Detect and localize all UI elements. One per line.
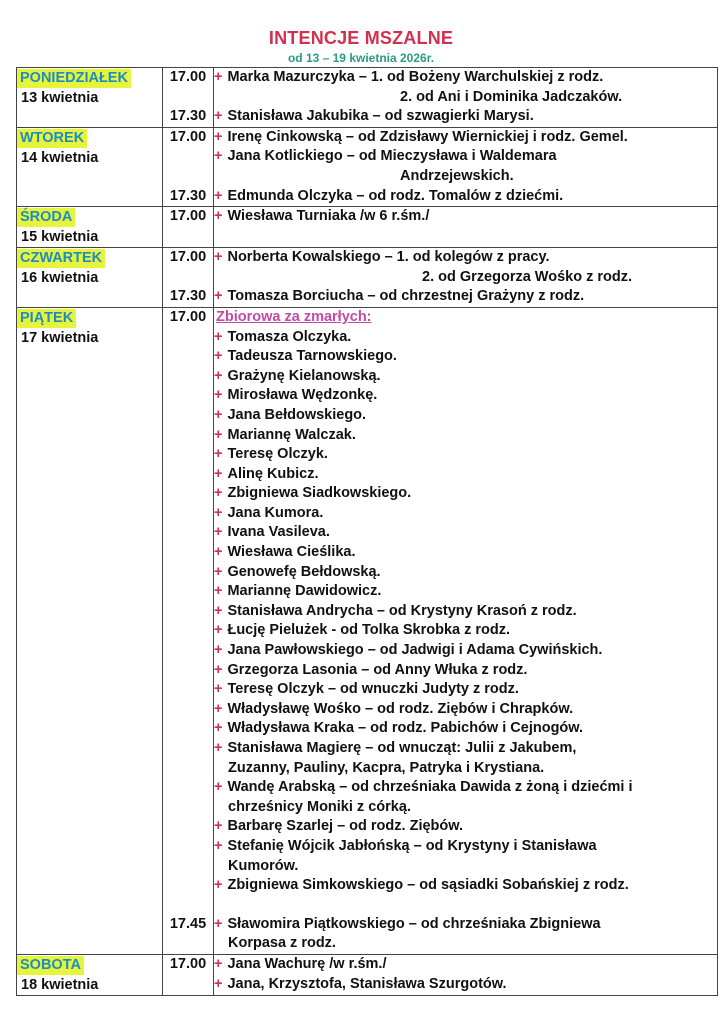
list-item (214, 641, 717, 661)
intentions-cell (214, 954, 718, 995)
day-cell (17, 954, 163, 995)
cross-icon: + (214, 583, 223, 600)
cross-icon: + (214, 288, 223, 305)
list-item (214, 661, 717, 681)
cross-icon: + (214, 426, 223, 443)
day-row-saturday (17, 954, 718, 995)
cross-icon: + (214, 485, 223, 502)
list-item (214, 543, 717, 563)
intentions-cell (214, 207, 718, 248)
list-item (214, 857, 717, 877)
intention-text: Ivana Vasileva. (227, 524, 330, 541)
day-date: 13 kwietnia (21, 90, 99, 106)
intention-text: Teresę Olczyk – od wnuczki Judyty z rodz. (227, 681, 519, 698)
intention-text: Wiesława Cieślika. (227, 544, 356, 561)
intention-text: Andrzejewskich. (400, 167, 514, 184)
intention-text: Edmunda Olczyka – od rodz. Tomalów z dziećmi. (227, 187, 564, 204)
intention-text: Sławomira Piątkowskiego – od chrześniaka Zbigniewa (227, 915, 601, 932)
cross-icon: + (214, 955, 223, 972)
mass-time: 17.00 (169, 249, 207, 266)
intention-text: Barbarę Szarlej – od rodz. Ziębów. (227, 818, 464, 835)
cross-icon: + (214, 328, 223, 345)
intention-text: chrześnicy Moniki z córką. (228, 798, 411, 815)
cross-icon: + (214, 700, 223, 717)
cross-icon: + (214, 661, 223, 678)
intention-text: Tadeusza Tarnowskiego. (227, 348, 397, 365)
cross-icon: + (214, 249, 223, 266)
cross-icon: + (214, 544, 223, 561)
intention-text: Jana, Krzysztofa, Stanisława Szurgotów. (227, 975, 507, 992)
intention-text: Mirosława Wędzonkę. (227, 387, 378, 404)
cross-icon: + (214, 504, 223, 521)
time-cell (163, 954, 214, 995)
intention-text: Stanisława Jakubika – od szwagierki Marysi. (227, 108, 534, 125)
cross-icon: + (214, 406, 223, 423)
intention-text: Zbigniewa Siadkowskiego. (227, 485, 412, 502)
intentions-cell (214, 248, 718, 308)
intention-text: Grzegorza Lasonia – od Anny Włuka z rodz. (227, 661, 528, 678)
list-item (214, 563, 717, 583)
cross-icon: + (214, 818, 223, 835)
cross-icon: + (214, 108, 223, 125)
cross-icon: + (214, 387, 223, 404)
day-name: PONIEDZIAŁEK (17, 69, 131, 88)
mass-time: 17.00 (169, 208, 207, 225)
collective-heading: Zbiorowa za zmarłych: (216, 308, 372, 325)
cross-icon: + (214, 602, 223, 619)
intention-text: Mariannę Dawidowicz. (227, 583, 382, 600)
intention-text: Alinę Kubicz. (227, 465, 319, 482)
cross-icon: + (214, 465, 223, 482)
intention-text: Stanisława Magierę – od wnucząt: Julii z Jakubem, (227, 740, 577, 756)
mass-time: 17.00 (169, 128, 207, 145)
intention-text: Grażynę Kielanowską. (227, 367, 381, 384)
intentions-cell (214, 127, 718, 206)
intention-text: Stefanię Wójcik Jabłońską – od Krystyny i Stanisława (227, 837, 597, 854)
cross-icon: + (214, 524, 223, 541)
list-item (214, 719, 717, 739)
day-row-monday (17, 68, 718, 128)
intention-text: Jana Kumora. (227, 504, 324, 521)
cross-icon: + (214, 446, 223, 463)
day-name: CZWARTEK (17, 249, 105, 268)
cross-icon: + (214, 877, 223, 894)
cross-icon: + (214, 642, 223, 659)
mass-time: 17.00 (169, 69, 207, 85)
cross-icon: + (214, 187, 223, 204)
cross-icon: + (214, 779, 223, 796)
mass-time: 17.00 (169, 308, 207, 325)
list-item (214, 484, 717, 504)
day-date: 16 kwietnia (21, 270, 99, 287)
cross-icon: + (214, 128, 223, 145)
cross-icon: + (214, 915, 223, 932)
list-item (214, 386, 717, 406)
page-title: INTENCJE MSZALNE (268, 28, 454, 48)
day-date: 14 kwietnia (21, 149, 99, 166)
list-item (214, 426, 717, 446)
intention-text: Jana Wachurę /w r.śm./ (227, 955, 387, 972)
cross-icon: + (214, 563, 223, 580)
cross-icon: + (214, 367, 223, 384)
intention-text: Korpasa z rodz. (228, 935, 336, 952)
mass-time: 17.30 (169, 108, 207, 125)
mass-time: 17.30 (169, 288, 207, 305)
list-item (214, 798, 717, 818)
intention-text: Władysławę Wośko – od rodz. Ziębów i Chrapków. (227, 700, 574, 717)
list-item (214, 837, 717, 857)
day-name: WTOREK (17, 129, 87, 148)
intention-text: Stanisława Andrycha – od Krystyny Krasoń z rodz. (227, 602, 577, 619)
list-item (214, 700, 717, 720)
time-cell (163, 127, 214, 206)
day-name: ŚRODA (17, 208, 75, 227)
list-item (214, 523, 717, 543)
intention-text: Władysława Kraka – od rodz. Pabichów i Cejnogów. (227, 720, 584, 737)
list-item (214, 367, 717, 387)
intention-text: 2. od Ani i Dominika Jadczaków. (400, 88, 623, 105)
mass-time: 17.00 (169, 955, 207, 972)
cross-icon: + (214, 681, 223, 698)
time-cell (163, 248, 214, 308)
list-item (214, 582, 717, 602)
time-cell (163, 68, 214, 128)
list-item (214, 465, 717, 485)
day-date: 15 kwietnia (21, 229, 99, 246)
intention-text: Jana Pawłowskiego – od Jadwigi i Adama Cywińskich. (227, 642, 603, 659)
date-range: od 13 – 19 kwietnia 2026r. (287, 51, 435, 65)
day-row-wednesday (17, 207, 718, 248)
list-item (214, 817, 717, 837)
day-row-tuesday (17, 127, 718, 206)
cross-icon: + (214, 975, 223, 992)
time-cell (163, 207, 214, 248)
intentions-cell (214, 68, 718, 128)
intention-text: Marka Mazurczyka – 1. od Bożeny Warchulskiej z rodz. (227, 69, 604, 85)
intention-text: Wandę Arabską – od chrześniaka Dawida z żoną i dziećmi i (227, 779, 633, 796)
list-item (214, 602, 717, 622)
list-item (214, 445, 717, 465)
list-item (214, 406, 717, 426)
day-cell (17, 248, 163, 308)
day-row-thursday (17, 248, 718, 308)
list-item (214, 621, 717, 641)
intention-text: Tomasza Borciucha – od chrzestnej Grażyny z rodz. (227, 288, 585, 305)
cross-icon: + (214, 740, 223, 756)
list-item (214, 778, 717, 798)
intention-text: Irenę Cinkowską – od Zdzisławy Wiernickiej i rodz. Gemel. (227, 128, 628, 145)
cross-icon: + (214, 622, 223, 639)
cross-icon: + (214, 148, 223, 165)
mass-time: 17.30 (169, 187, 207, 204)
list-item (214, 328, 717, 348)
intention-text: Wiesława Turniaka /w 6 r.śm./ (227, 208, 430, 225)
intention-text: 2. od Grzegorza Wośko z rodz. (422, 268, 633, 285)
day-cell (17, 207, 163, 248)
list-item (214, 680, 717, 700)
intention-text: Kumorów. (228, 857, 299, 874)
intentions-table (16, 67, 718, 996)
day-row-friday (17, 307, 718, 954)
day-cell (17, 307, 163, 954)
day-name: SOBOTA (17, 956, 84, 975)
day-cell (17, 68, 163, 128)
mass-time: 17.45 (169, 915, 207, 932)
intention-text: Jana Kotlickiego – od Mieczysława i Waldemara (227, 148, 557, 165)
day-cell (17, 127, 163, 206)
day-date: 17 kwietnia (21, 329, 99, 346)
intention-text: Łucję Pielużek - od Tolka Skrobka z rodz. (227, 622, 511, 639)
intention-text: Teresę Olczyk. (227, 446, 328, 463)
intention-text: Tomasza Olczyka. (227, 328, 352, 345)
list-item (214, 759, 717, 779)
cross-icon: + (214, 208, 223, 225)
list-item (214, 876, 717, 896)
intention-text: Norberta Kowalskiego – 1. od kolegów z pracy. (227, 249, 550, 266)
day-date: 18 kwietnia (21, 976, 99, 993)
cross-icon: + (214, 837, 223, 854)
intention-text: Zbigniewa Simkowskiego – od sąsiadki Sobańskiej z rodz. (227, 877, 629, 894)
intention-text: Mariannę Walczak. (227, 426, 356, 443)
day-name: PIĄTEK (17, 309, 76, 328)
list-item (214, 739, 717, 759)
cross-icon: + (214, 69, 223, 85)
cross-icon: + (214, 720, 223, 737)
list-item (214, 504, 717, 524)
intention-text: Zuzanny, Pauliny, Kacpra, Patryka i Krystiana. (228, 759, 545, 776)
time-cell (163, 307, 214, 954)
intention-text: Jana Bełdowskiego. (227, 406, 367, 423)
intentions-cell (214, 307, 718, 954)
cross-icon: + (214, 348, 223, 365)
list-item (214, 347, 717, 367)
intention-text: Genowefę Bełdowską. (227, 563, 381, 580)
